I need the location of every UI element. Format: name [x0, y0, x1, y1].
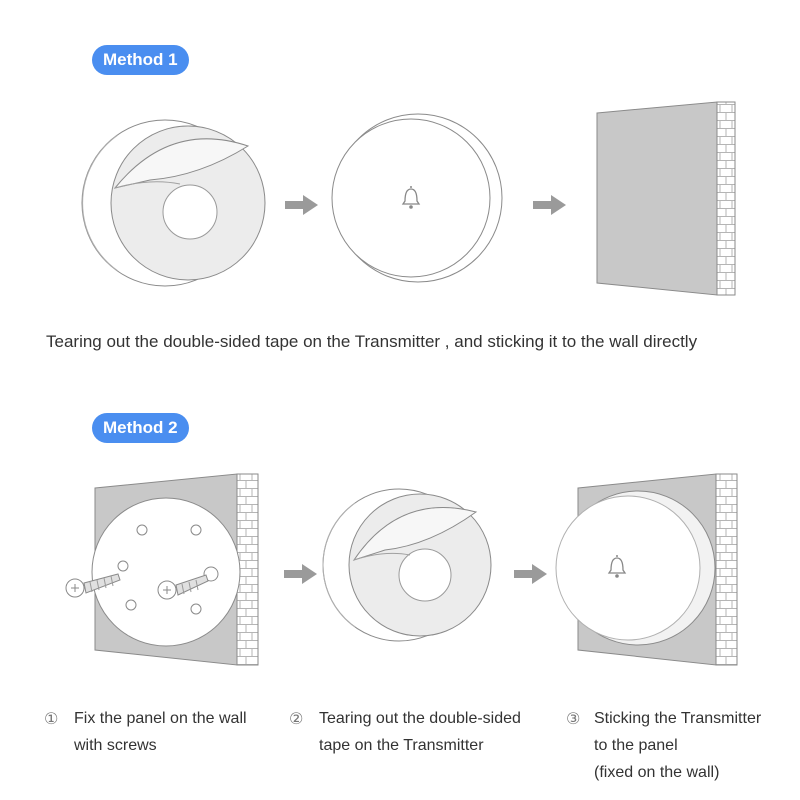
- step-2: [289, 705, 559, 765]
- step-3-line-3: (fixed on the wall): [594, 764, 720, 781]
- step-2-number: ②: [289, 709, 304, 728]
- step-1: [44, 705, 284, 765]
- method-2-badge: Method 2: [92, 413, 189, 443]
- wall-panel-1: [597, 102, 735, 295]
- step-2-line-2: tape on the Transmitter: [319, 737, 484, 754]
- transmitter-front-1: [332, 114, 502, 282]
- transmitter-with-tape-1: [82, 120, 265, 286]
- transmitter-with-tape-2: [323, 489, 491, 641]
- arrow-right-icon: [284, 564, 317, 584]
- arrow-right-icon: [533, 195, 566, 215]
- transmitter-on-wall: [556, 474, 737, 665]
- method-1-caption: Tearing out the double-sided tape on the Transmitter , and sticking it to the wall directly: [46, 332, 698, 351]
- brick-wall-icon: [717, 102, 735, 295]
- step-1-line-2: with screws: [74, 737, 157, 754]
- step-3-line-1: Sticking the Transmitter: [594, 710, 762, 727]
- method-1-badge: Method 1: [92, 45, 189, 75]
- step-1-line-1: Fix the panel on the wall: [74, 710, 247, 727]
- step-2-line-1: Tearing out the double-sided: [319, 710, 521, 727]
- step-1-number: ①: [44, 709, 59, 728]
- wall-with-panel: [66, 474, 258, 665]
- step-3-number: ③: [566, 709, 581, 728]
- step-3: [566, 705, 796, 790]
- step-3-line-2: to the panel: [594, 737, 678, 754]
- brick-wall-icon: [716, 474, 737, 665]
- arrow-right-icon: [285, 195, 318, 215]
- arrow-right-icon: [514, 564, 547, 584]
